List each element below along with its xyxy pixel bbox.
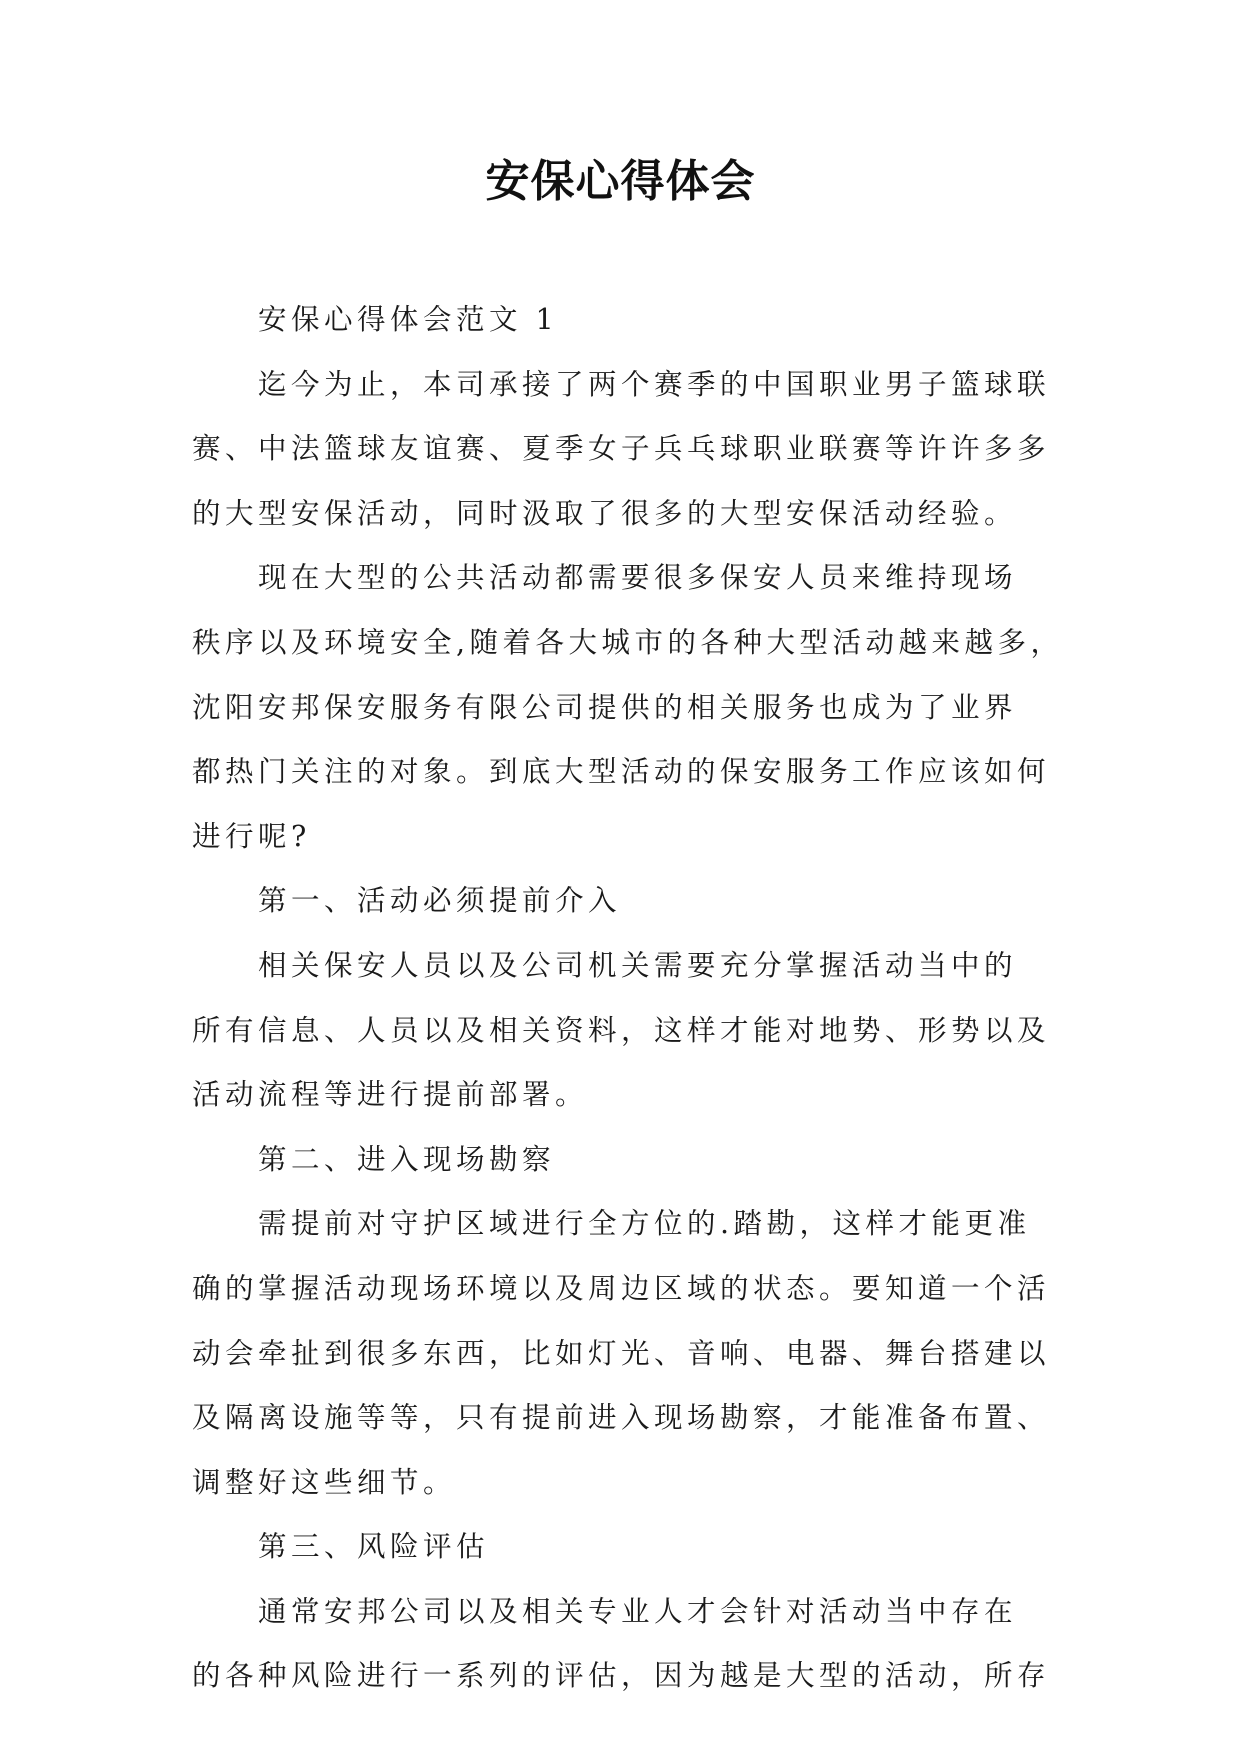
- text-line: 所有信息、人员以及相关资料，这样才能对地势、形势以及: [192, 1013, 1051, 1047]
- text-line: 活动流程等进行提前部署。: [192, 1078, 589, 1112]
- text-line: 赛、中法篮球友谊赛、夏季女子兵乓球职业联赛等许许多多: [192, 432, 1051, 466]
- text-line: 进行呢?: [192, 819, 311, 853]
- paragraph-section-1: [192, 934, 1052, 1128]
- text-line: 第一、活动必须提前介入: [258, 884, 622, 918]
- text-line: 确的掌握活动现场环境以及周边区域的状态。要知道一个活: [192, 1271, 1051, 1305]
- text-line: 第二、进入现场勘察: [258, 1142, 556, 1176]
- text-line: 都热门关注的对象。到底大型活动的保安服务工作应该如何: [192, 755, 1051, 789]
- text-line: 动会牵扯到很多东西，比如灯光、音响、电器、舞台搭建以: [192, 1336, 1051, 1370]
- text-line: 需提前对守护区域进行全方位的.踏勘，这样才能更准: [258, 1207, 1031, 1241]
- text-line: 的大型安保活动，同时汲取了很多的大型安保活动经验。: [192, 496, 1018, 530]
- paragraph-heading-sample: [192, 288, 1052, 353]
- document-body: [192, 288, 1064, 1709]
- section-heading-2: [192, 1128, 1052, 1193]
- text-line: 及隔离设施等等，只有提前进入现场勘察，才能准备布置、: [192, 1401, 1051, 1435]
- paragraph-section-2: [192, 1192, 1052, 1515]
- text-line: 迄今为止，本司承接了两个赛季的中国职业男子篮球联: [258, 367, 1051, 401]
- text-line: 安保心得体会范文 1: [258, 303, 559, 336]
- text-line: 沈阳安邦保安服务有限公司提供的相关服务也成为了业界: [192, 690, 1018, 724]
- text-line: 现在大型的公共活动都需要很多保安人员来维持现场: [258, 561, 1018, 595]
- paragraph-context: [192, 546, 1064, 869]
- section-heading-3: [192, 1515, 1052, 1580]
- text-line: 通常安邦公司以及相关专业人才会针对活动当中存在: [258, 1594, 1018, 1628]
- paragraph-section-3: [192, 1580, 1052, 1709]
- text-line: 相关保安人员以及公司机关需要充分掌握活动当中的: [258, 948, 1018, 982]
- text-line: 秩序以及环境安全,随着各大城市的各种大型活动越来越多，: [192, 625, 1064, 659]
- text-line: 第三、风险评估: [258, 1530, 490, 1564]
- paragraph-intro: [192, 353, 1052, 547]
- section-heading-1: [192, 869, 1052, 934]
- text-line: 的各种风险进行一系列的评估，因为越是大型的活动，所存: [192, 1659, 1051, 1693]
- document-title: 安保心得体会: [485, 156, 756, 207]
- text-line: 调整好这些细节。: [192, 1465, 457, 1499]
